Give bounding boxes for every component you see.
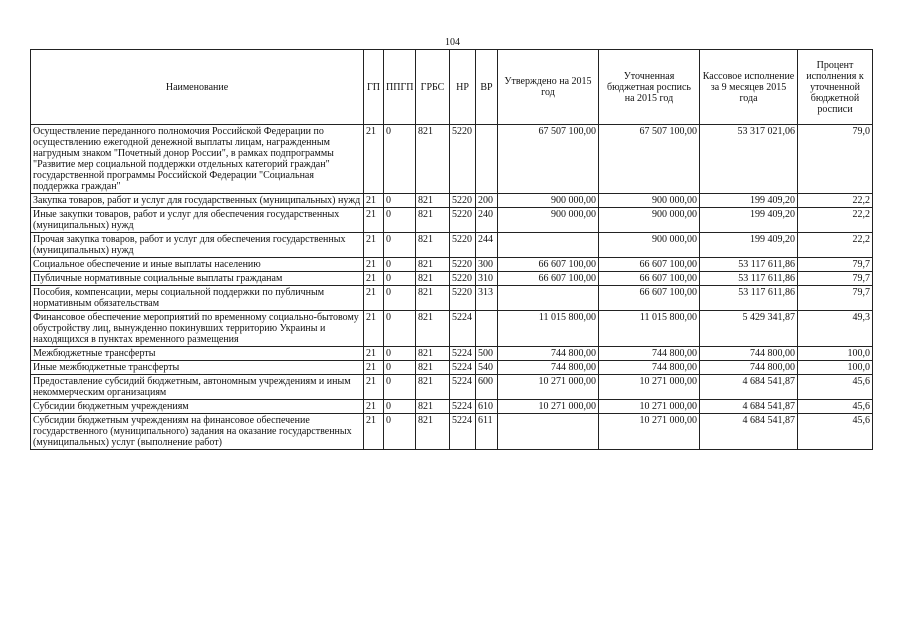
header-percent: Процент исполнения к уточненной бюджетной росписи (798, 50, 873, 125)
row-name: Прочая закупка товаров, работ и услуг для обеспечения государственных (муниципальных) нужд (31, 233, 364, 258)
row-cash: 5 429 341,87 (700, 311, 798, 347)
row-vr: 611 (476, 414, 498, 450)
row-name: Субсидии бюджетным учреждениям (31, 400, 364, 414)
row-vr (476, 311, 498, 347)
row-gp: 21 (364, 258, 384, 272)
row-grbs: 821 (416, 311, 450, 347)
row-gp: 21 (364, 208, 384, 233)
table-row (31, 400, 873, 414)
row-cash: 53 117 611,86 (700, 286, 798, 311)
row-approved (498, 414, 599, 450)
row-ppgp: 0 (384, 258, 416, 272)
row-cash: 744 800,00 (700, 347, 798, 361)
row-vr: 610 (476, 400, 498, 414)
page-number: 104 (445, 37, 460, 48)
row-ppgp: 0 (384, 400, 416, 414)
row-cash: 199 409,20 (700, 233, 798, 258)
row-refined: 744 800,00 (599, 361, 700, 375)
row-refined: 10 271 000,00 (599, 400, 700, 414)
row-vr: 200 (476, 194, 498, 208)
row-refined: 10 271 000,00 (599, 414, 700, 450)
table-row (31, 258, 873, 272)
row-vr: 244 (476, 233, 498, 258)
table-row (31, 233, 873, 258)
row-grbs: 821 (416, 347, 450, 361)
budget-table (30, 49, 873, 450)
row-np: 5220 (450, 194, 476, 208)
row-ppgp: 0 (384, 361, 416, 375)
row-gp: 21 (364, 233, 384, 258)
row-refined: 11 015 800,00 (599, 311, 700, 347)
row-refined: 66 607 100,00 (599, 272, 700, 286)
row-name: Финансовое обеспечение мероприятий по временному социально-бытовому обустройству лиц, вынужденно покинувших территорию Украины и находящихся в пунктах временного размещения (31, 311, 364, 347)
header-ppgp: ППГП (384, 50, 416, 125)
row-name: Закупка товаров, работ и услуг для государственных (муниципальных) нужд (31, 194, 364, 208)
row-gp: 21 (364, 272, 384, 286)
row-np: 5224 (450, 414, 476, 450)
table-row (31, 361, 873, 375)
row-ppgp: 0 (384, 233, 416, 258)
header-cash: Кассовое исполнение за 9 месяцев 2015 года (700, 50, 798, 125)
row-ppgp: 0 (384, 311, 416, 347)
row-name: Субсидии бюджетным учреждениям на финансовое обеспечение государственного (муниципального) задания на оказание государственных (муниципальных) услуг (выполнение работ) (31, 414, 364, 450)
row-ppgp: 0 (384, 286, 416, 311)
row-cash: 53 117 611,86 (700, 258, 798, 272)
row-approved: 66 607 100,00 (498, 258, 599, 272)
row-percent: 45,6 (798, 414, 873, 450)
row-grbs: 821 (416, 414, 450, 450)
row-ppgp: 0 (384, 125, 416, 194)
header-np: НР (450, 50, 476, 125)
table-row (31, 286, 873, 311)
row-np: 5220 (450, 286, 476, 311)
row-approved: 744 800,00 (498, 361, 599, 375)
row-ppgp: 0 (384, 208, 416, 233)
row-refined: 744 800,00 (599, 347, 700, 361)
row-approved: 900 000,00 (498, 208, 599, 233)
row-percent: 79,7 (798, 258, 873, 272)
row-gp: 21 (364, 194, 384, 208)
row-percent: 22,2 (798, 194, 873, 208)
row-refined: 900 000,00 (599, 233, 700, 258)
row-np: 5224 (450, 347, 476, 361)
header-row (31, 50, 873, 125)
row-grbs: 821 (416, 258, 450, 272)
row-percent: 79,7 (798, 272, 873, 286)
row-vr: 600 (476, 375, 498, 400)
row-vr: 310 (476, 272, 498, 286)
row-vr: 240 (476, 208, 498, 233)
row-np: 5220 (450, 233, 476, 258)
table-body (31, 125, 873, 450)
row-ppgp: 0 (384, 272, 416, 286)
row-approved (498, 286, 599, 311)
row-percent: 49,3 (798, 311, 873, 347)
row-vr (476, 125, 498, 194)
row-gp: 21 (364, 375, 384, 400)
row-cash: 4 684 541,87 (700, 375, 798, 400)
row-ppgp: 0 (384, 414, 416, 450)
row-approved: 10 271 000,00 (498, 375, 599, 400)
row-np: 5224 (450, 400, 476, 414)
row-grbs: 821 (416, 208, 450, 233)
header-vr: ВР (476, 50, 498, 125)
table-row (31, 347, 873, 361)
row-grbs: 821 (416, 272, 450, 286)
row-name: Иные межбюджетные трансферты (31, 361, 364, 375)
row-percent: 45,6 (798, 400, 873, 414)
header-grbs: ГРБС (416, 50, 450, 125)
row-grbs: 821 (416, 125, 450, 194)
row-refined: 900 000,00 (599, 208, 700, 233)
row-percent: 22,2 (798, 233, 873, 258)
table-row (31, 272, 873, 286)
row-refined: 66 607 100,00 (599, 258, 700, 272)
header-name: Наименование (31, 50, 364, 125)
header-refined: Уточненная бюджетная роспись на 2015 год (599, 50, 700, 125)
row-np: 5220 (450, 272, 476, 286)
row-gp: 21 (364, 414, 384, 450)
table-row (31, 125, 873, 194)
row-gp: 21 (364, 347, 384, 361)
row-name: Иные закупки товаров, работ и услуг для обеспечения государственных (муниципальных) нужд (31, 208, 364, 233)
row-gp: 21 (364, 286, 384, 311)
row-name: Социальное обеспечение и иные выплаты населению (31, 258, 364, 272)
row-vr: 300 (476, 258, 498, 272)
row-np: 5224 (450, 375, 476, 400)
row-approved: 900 000,00 (498, 194, 599, 208)
row-gp: 21 (364, 400, 384, 414)
row-approved (498, 233, 599, 258)
row-grbs: 821 (416, 400, 450, 414)
row-grbs: 821 (416, 375, 450, 400)
table-row (31, 194, 873, 208)
row-np: 5220 (450, 258, 476, 272)
row-ppgp: 0 (384, 375, 416, 400)
row-gp: 21 (364, 311, 384, 347)
row-percent: 79,0 (798, 125, 873, 194)
row-percent: 100,0 (798, 361, 873, 375)
row-name: Предоставление субсидий бюджетным, автономным учреждениям и иным некоммерческим организациям (31, 375, 364, 400)
row-approved: 67 507 100,00 (498, 125, 599, 194)
row-approved: 11 015 800,00 (498, 311, 599, 347)
row-vr: 313 (476, 286, 498, 311)
row-approved: 10 271 000,00 (498, 400, 599, 414)
row-vr: 500 (476, 347, 498, 361)
header-approved: Утверждено на 2015 год (498, 50, 599, 125)
row-np: 5224 (450, 311, 476, 347)
row-ppgp: 0 (384, 347, 416, 361)
row-refined: 66 607 100,00 (599, 286, 700, 311)
row-cash: 4 684 541,87 (700, 414, 798, 450)
row-grbs: 821 (416, 361, 450, 375)
table-row (31, 375, 873, 400)
row-grbs: 821 (416, 286, 450, 311)
row-percent: 22,2 (798, 208, 873, 233)
row-name: Публичные нормативные социальные выплаты гражданам (31, 272, 364, 286)
table-row (31, 208, 873, 233)
row-refined: 900 000,00 (599, 194, 700, 208)
row-cash: 4 684 541,87 (700, 400, 798, 414)
row-approved: 744 800,00 (498, 347, 599, 361)
table-row (31, 414, 873, 450)
row-vr: 540 (476, 361, 498, 375)
row-name: Межбюджетные трансферты (31, 347, 364, 361)
row-percent: 45,6 (798, 375, 873, 400)
row-cash: 199 409,20 (700, 208, 798, 233)
row-np: 5224 (450, 361, 476, 375)
row-np: 5220 (450, 125, 476, 194)
row-percent: 79,7 (798, 286, 873, 311)
row-name: Пособия, компенсации, меры социальной поддержки по публичным нормативным обязательствам (31, 286, 364, 311)
row-grbs: 821 (416, 194, 450, 208)
row-cash: 53 317 021,06 (700, 125, 798, 194)
row-approved: 66 607 100,00 (498, 272, 599, 286)
row-name: Осуществление переданного полномочия Российской Федерации по осуществлению ежегодной денежной выплаты лицам, награжденным нагрудным знаком "Почетный донор России", в рамках подпрограммы "Развитие мер социальной поддержки отдельных категорий граждан" государственной программы Российской Федерации "Социальная поддержка граждан" (31, 125, 364, 194)
row-gp: 21 (364, 361, 384, 375)
row-cash: 744 800,00 (700, 361, 798, 375)
row-ppgp: 0 (384, 194, 416, 208)
row-cash: 199 409,20 (700, 194, 798, 208)
table-row (31, 311, 873, 347)
header-gp: ГП (364, 50, 384, 125)
row-np: 5220 (450, 208, 476, 233)
row-grbs: 821 (416, 233, 450, 258)
row-gp: 21 (364, 125, 384, 194)
row-refined: 10 271 000,00 (599, 375, 700, 400)
row-percent: 100,0 (798, 347, 873, 361)
row-refined: 67 507 100,00 (599, 125, 700, 194)
row-cash: 53 117 611,86 (700, 272, 798, 286)
